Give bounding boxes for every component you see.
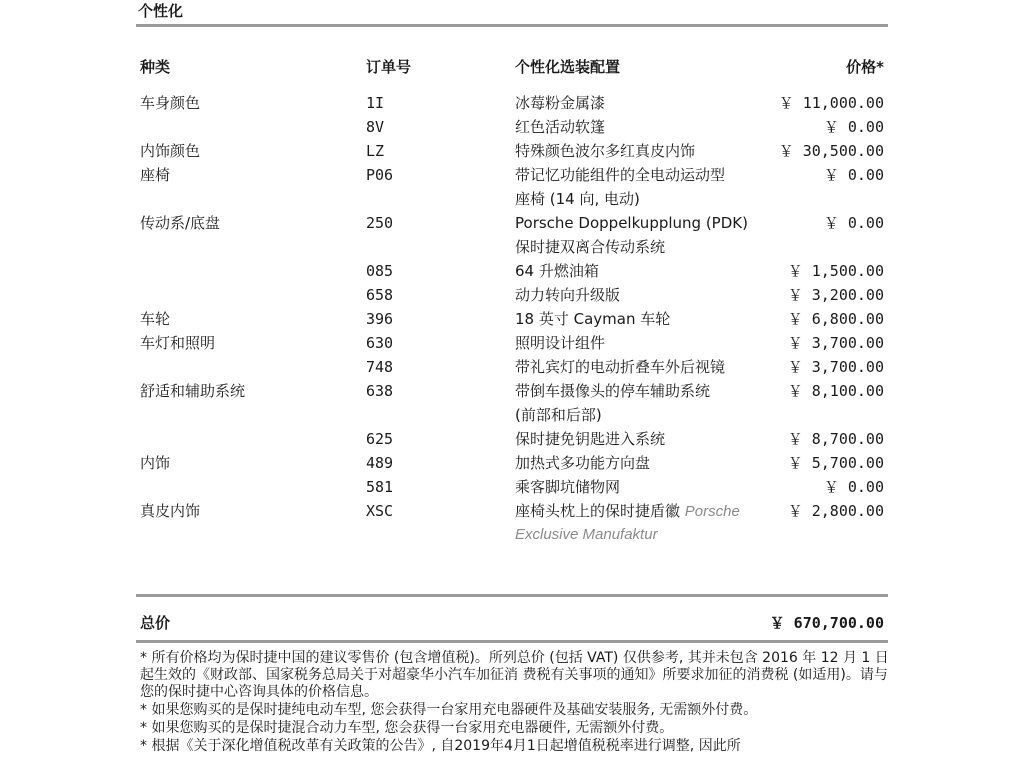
- row-price: ￥ 1,500.00: [787, 262, 884, 280]
- row-price: ￥ 0.00: [823, 478, 884, 496]
- footnote: * 根据《关于深化增值税改革有关政策的公告》, 自2019年4月1日起增值税税率进行调整, 因此所: [140, 738, 741, 754]
- row-order-number: 630: [366, 334, 394, 352]
- row-option: 18 英寸 Cayman 车轮: [515, 310, 671, 328]
- row-order-number: 625: [366, 430, 394, 448]
- row-price: ￥ 5,700.00: [787, 454, 884, 472]
- footnote: * 如果您购买的是保时捷纯电动车型, 您会获得一台家用充电器硬件及基础安装服务, 无需额外付费。: [140, 702, 758, 718]
- table-row: [0, 164, 1024, 188]
- table-row: [0, 212, 1024, 236]
- header-category: 种类: [140, 58, 171, 76]
- row-category: 内饰颜色: [140, 142, 201, 160]
- row-price: ￥ 3,700.00: [787, 358, 884, 376]
- row-price: ￥ 0.00: [823, 118, 884, 136]
- row-option: 加热式多功能方向盘: [515, 454, 651, 472]
- row-option: 照明设计组件: [515, 334, 606, 352]
- row-option: 保时捷双离合传动系统: [515, 238, 666, 256]
- table-row: [0, 380, 1024, 404]
- row-price: ￥ 3,200.00: [787, 286, 884, 304]
- table-row: [0, 116, 1024, 140]
- table-row: [0, 452, 1024, 476]
- row-option: 动力转向升级版: [515, 286, 621, 304]
- row-category: 车身颜色: [140, 94, 201, 112]
- row-category: 内饰: [140, 454, 171, 472]
- footnote: * 如果您购买的是保时捷混合动力车型, 您会获得一台家用充电器硬件, 无需额外付费。: [140, 720, 674, 736]
- footnote: * 所有价格均为保时捷中国的建议零售价 (包含增值税)。所列总价 (包括 VAT) 仅供参考, 其并未包含 2016 年 12 月 1 日起生效的《财政部、国家税务总局关于对超豪华小汽车加征消 费税有关事项的通知》所要求加征的消费税 (如适用)。请与您的保时捷中心咨询具体的价格信息。: [140, 650, 889, 700]
- table-row: [0, 404, 1024, 428]
- row-option: Porsche Doppelkupplung (PDK): [515, 214, 748, 232]
- table-row: [0, 476, 1024, 500]
- row-category: 座椅: [140, 166, 171, 184]
- row-category: 车轮: [140, 310, 171, 328]
- row-price: ￥ 2,800.00: [787, 502, 884, 520]
- table-row: [0, 140, 1024, 164]
- brand-note: Exclusive Manufaktur: [515, 526, 658, 543]
- row-option: [515, 500, 740, 523]
- row-option: 冰莓粉金属漆: [515, 94, 606, 112]
- table-row: [0, 332, 1024, 356]
- total-top-divider: [136, 594, 888, 597]
- row-option: 64 升燃油箱: [515, 262, 599, 280]
- row-price: ￥ 6,800.00: [787, 310, 884, 328]
- row-option: 带礼宾灯的电动折叠车外后视镜: [515, 358, 726, 376]
- row-option: 乘客脚坑储物网: [515, 478, 621, 496]
- header-price: 价格*: [846, 58, 884, 76]
- table-row: [0, 308, 1024, 332]
- row-option: 带记忆功能组件的全电动运动型: [515, 166, 726, 184]
- row-price: ￥ 11,000.00: [778, 94, 884, 112]
- total-label: 总价: [140, 614, 171, 632]
- row-order-number: 581: [366, 478, 394, 496]
- options-table: [0, 92, 1024, 548]
- row-option: 座椅 (14 向, 电动): [515, 190, 640, 208]
- table-row: [0, 260, 1024, 284]
- row-option-text: 座椅头枕上的保时捷盾徽: [515, 502, 681, 520]
- row-price: ￥ 8,100.00: [787, 382, 884, 400]
- row-order-number: 658: [366, 286, 394, 304]
- row-order-number: XSC: [366, 502, 394, 520]
- row-option: (前部和后部): [515, 406, 602, 424]
- header-order-number: 订单号: [366, 58, 412, 76]
- row-category: 舒适和辅助系统: [140, 382, 246, 400]
- footnotes: [140, 650, 890, 756]
- row-order-number: 1I: [366, 94, 385, 112]
- table-row: [0, 236, 1024, 260]
- row-price: ￥ 3,700.00: [787, 334, 884, 352]
- row-order-number: 638: [366, 382, 394, 400]
- row-price: ￥ 0.00: [823, 214, 884, 232]
- row-option: 带倒车摄像头的停车辅助系统: [515, 382, 711, 400]
- row-category: 真皮内饰: [140, 502, 201, 520]
- row-price: ￥ 0.00: [823, 166, 884, 184]
- row-option: 保时捷免钥匙进入系统: [515, 430, 666, 448]
- brand-inline: Porsche: [684, 503, 740, 520]
- table-row: [0, 284, 1024, 308]
- table-row: [0, 428, 1024, 452]
- row-category: 车灯和照明: [140, 334, 216, 352]
- top-divider: [136, 24, 888, 27]
- row-order-number: 250: [366, 214, 394, 232]
- row-category: 传动系/底盘: [140, 214, 221, 232]
- row-order-number: 396: [366, 310, 394, 328]
- table-row: [0, 356, 1024, 380]
- row-order-number: 748: [366, 358, 394, 376]
- table-row: [0, 188, 1024, 212]
- row-option: 特殊颜色波尔多红真皮内饰: [515, 142, 696, 160]
- row-order-number: 085: [366, 262, 394, 280]
- total-value: ￥ 670,700.00: [769, 614, 884, 632]
- section-title: 个性化: [138, 2, 184, 20]
- row-order-number: 8V: [366, 118, 385, 136]
- brand-note-row: [0, 524, 1024, 548]
- row-order-number: LZ: [366, 142, 385, 160]
- row-price: ￥ 8,700.00: [787, 430, 884, 448]
- row-order-number: 489: [366, 454, 394, 472]
- table-row: [0, 500, 1024, 524]
- total-bottom-divider: [136, 640, 888, 643]
- row-option: 红色活动软篷: [515, 118, 606, 136]
- table-row: [0, 92, 1024, 116]
- row-order-number: P06: [366, 166, 394, 184]
- row-price: ￥ 30,500.00: [778, 142, 884, 160]
- header-option: 个性化选装配置: [515, 58, 621, 76]
